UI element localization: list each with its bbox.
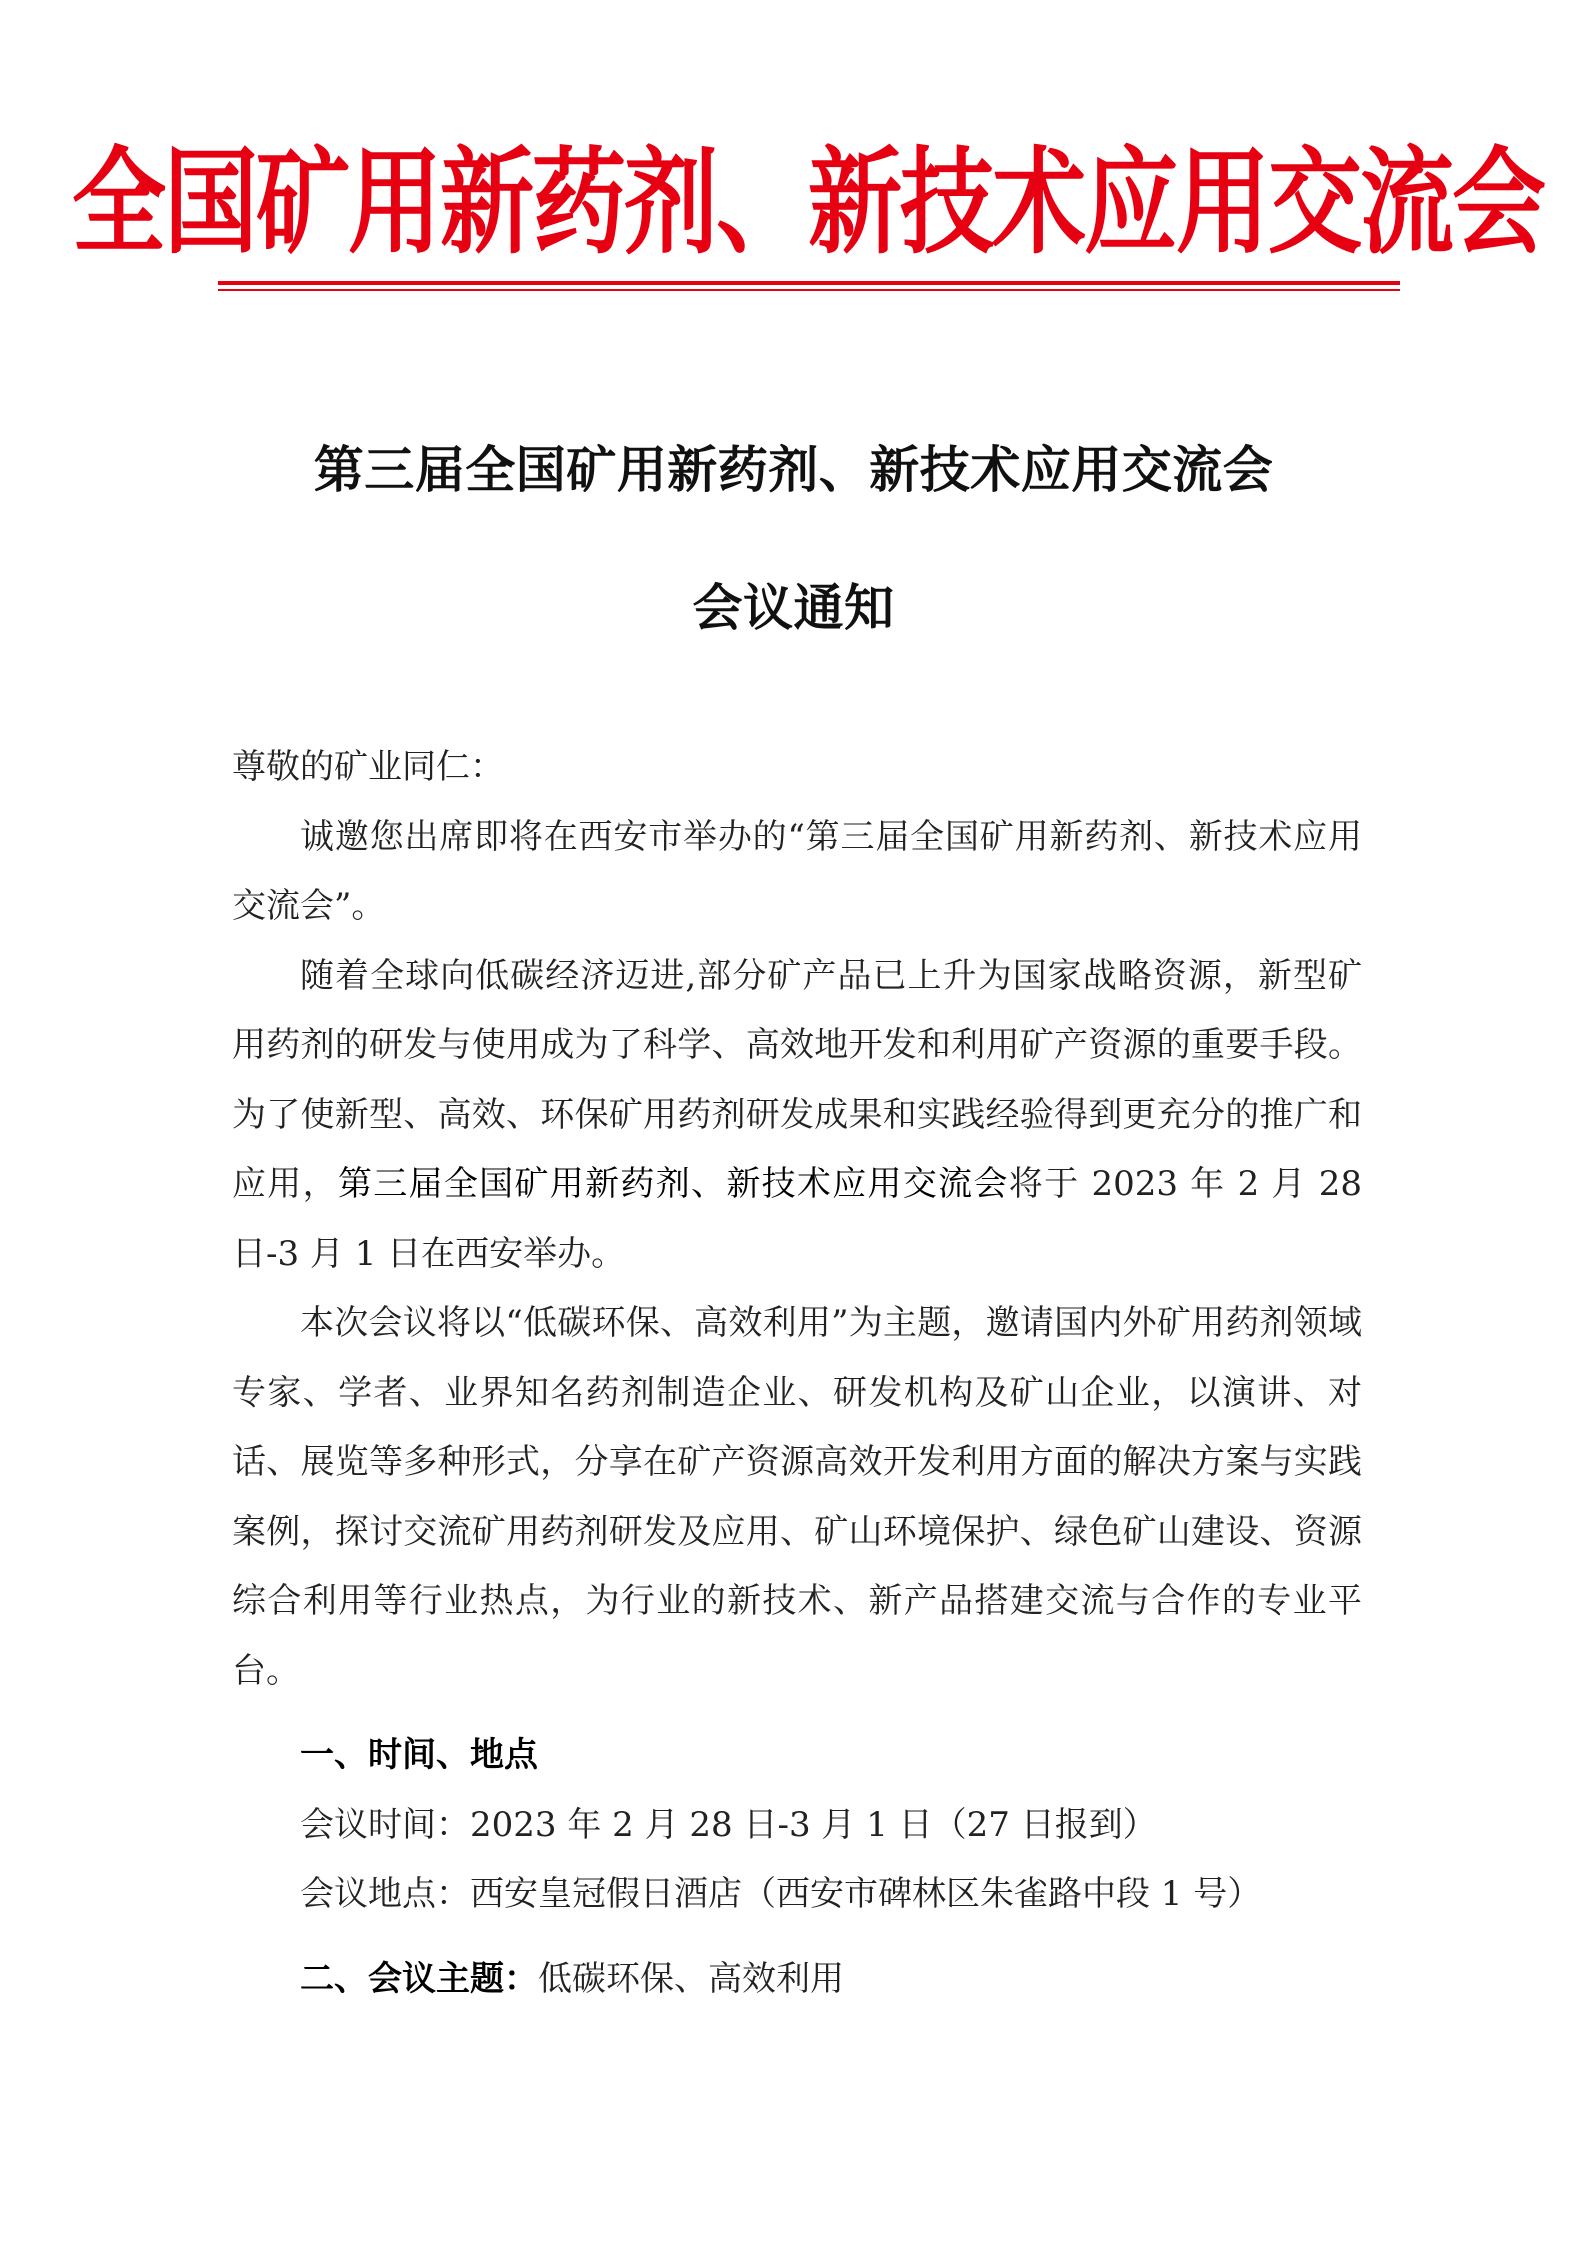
salutation: 尊敬的矿业同仁：: [232, 747, 504, 787]
meeting-place: 会议地点：西安皇冠假日酒店（西安市碑林区朱雀路中段 1 号）: [300, 1874, 1262, 1914]
paragraph-background-text: 随着全球向低碳经济迈进,部分矿产品已上升为国家战略资源，新型矿用药剂的研发与使用成为了科学、高效地开发和利用矿产资源的重要手段。为了使新型、高效、环保矿用药剂研发成果和实践经验得到更充分的推广和应用，: [232, 955, 1362, 1204]
paragraph-background-date: 将于 2023 年 2 月 28 日-3 月 1 日在西安举办。: [232, 1164, 1363, 1274]
document-subtitle: 会议通知: [692, 578, 895, 637]
document-body: [232, 733, 1362, 2014]
masthead: [72, 135, 1545, 271]
conference-name-emphasis: 第三届全国矿用新药剂、新技术应用交流会: [337, 1164, 1009, 1204]
meeting-theme: 低碳环保、高效利用: [538, 1958, 844, 1999]
meeting-time: 会议时间：2023 年 2 月 28 日-3 月 1 日（27 日报到）: [300, 1804, 1157, 1845]
masthead-rule-thick: [218, 281, 1400, 285]
masthead-rule-thin: [218, 289, 1400, 291]
masthead-title: 全国矿用新药剂、新技术应用交流会: [72, 135, 1545, 271]
section-theme: [232, 1945, 1362, 2015]
section-heading-time-place: 一、时间、地点: [300, 1735, 538, 1775]
document-title: 第三届全国矿用新药剂、新技术应用交流会: [313, 440, 1274, 499]
paragraph-background: [232, 942, 1362, 1290]
paragraph-invitation: 诚邀您出席即将在西安市举办的“第三届全国矿用新药剂、新技术应用交流会”。: [232, 816, 1362, 926]
section-heading-theme: 二、会议主题：: [300, 1958, 538, 1999]
paragraph-theme: 本次会议将以“低碳环保、高效利用”为主题，邀请国内外矿用药剂领域专家、学者、业界知名药剂制造企业、研发机构及矿山企业，以演讲、对话、展览等多种形式，分享在矿产资源高效开发利用方面的解决方案与实践案例，探讨交流矿用药剂研发及应用、矿山环境保护、绿色矿山建设、资源综合利用等行业热点，为行业的新技术、新产品搭建交流与合作的专业平台。: [232, 1303, 1362, 1691]
